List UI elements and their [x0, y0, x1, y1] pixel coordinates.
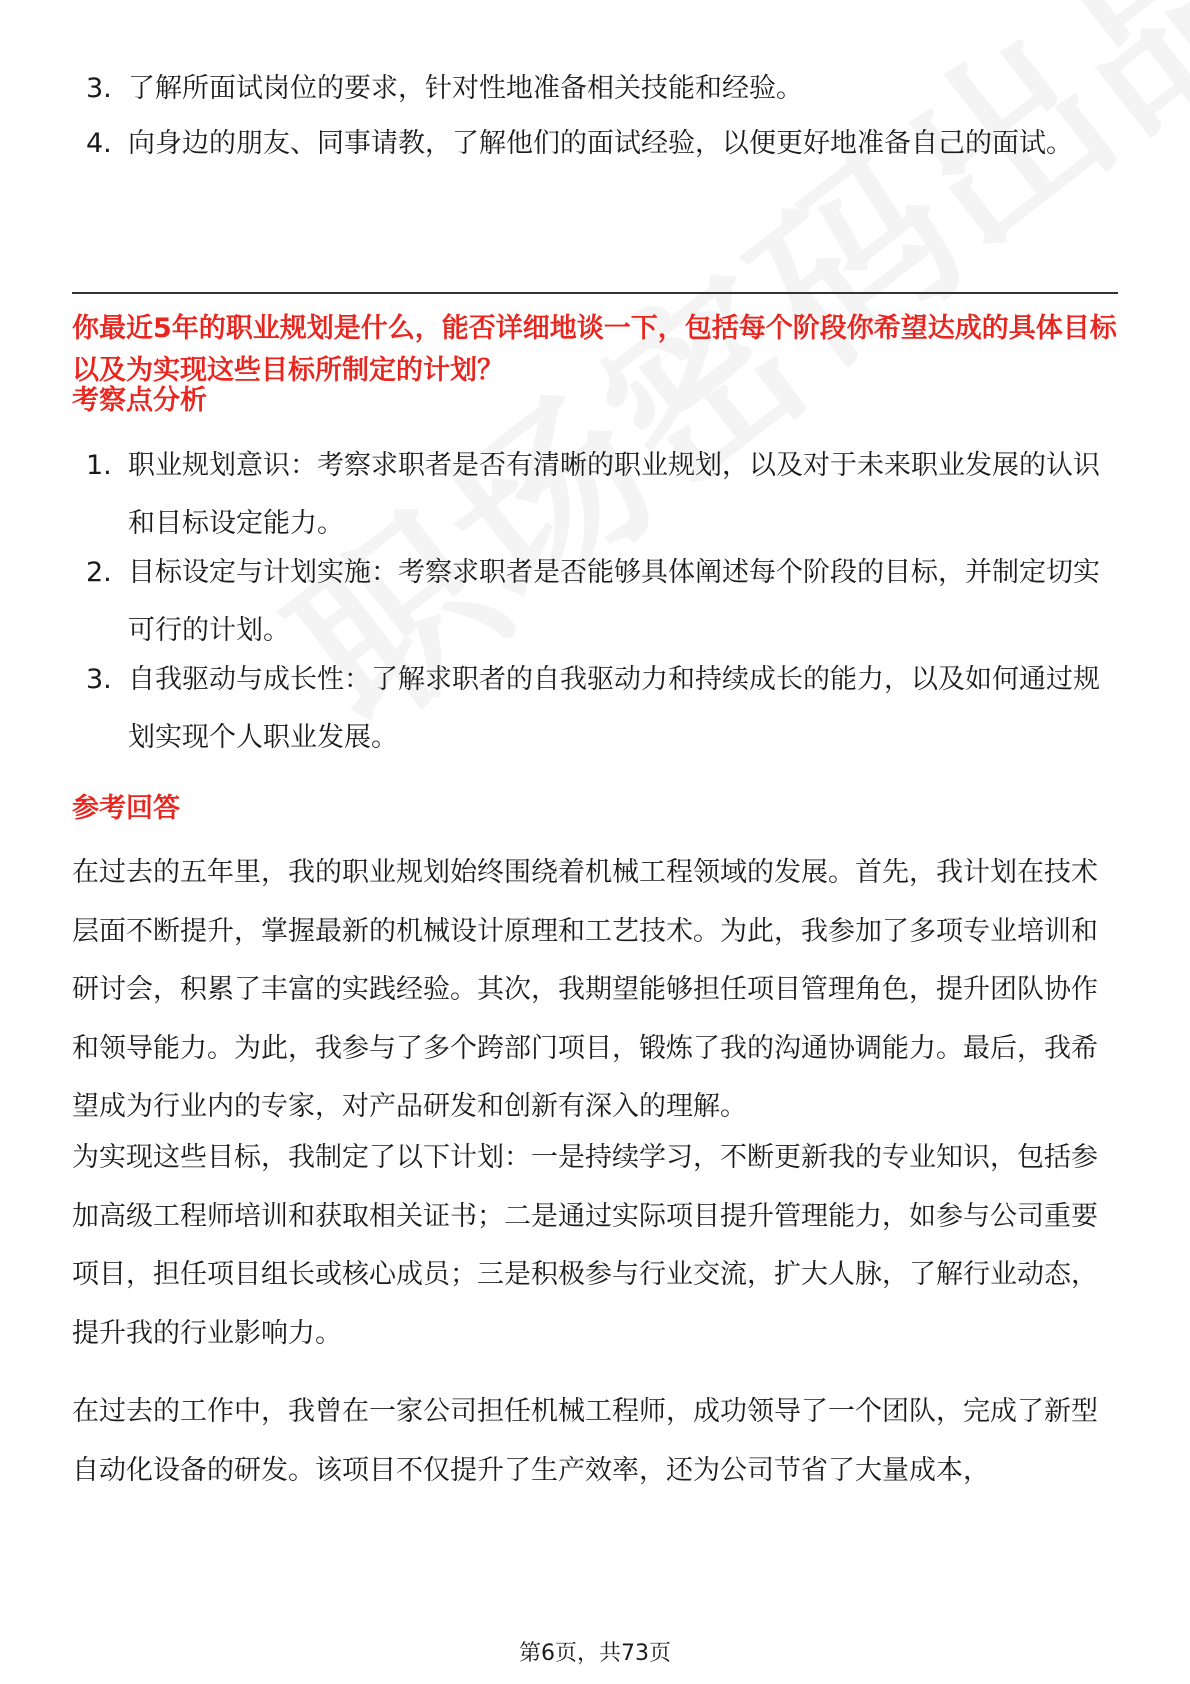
page-number: 第6页，共73页 [519, 1641, 671, 1666]
list-item [72, 60, 1112, 118]
list-item-text: 向身边的朋友、同事请教，了解他们的面试经验，以便更好地准备自己的面试。 [128, 128, 1073, 159]
analysis-title: 考察点分析 [72, 385, 207, 416]
list-item-text: 职业规划意识：考察求职者是否有清晰的职业规划，以及对于未来职业发展的认识和目标设定能力。 [128, 450, 1100, 539]
question-heading: 你最近5年的职业规划是什么，能否详细地谈一下，包括每个阶段你希望达成的具体目标以及为实现这些目标所制定的计划？ [72, 313, 1117, 386]
answer-paragraph: 为实现这些目标，我制定了以下计划：一是持续学习，不断更新我的专业知识，包括参加高级工程师培训和获取相关证书；二是通过实际项目提升管理能力，如参与公司重要项目，担任项目组长或核心成员；三是积极参与行业交流，扩大人脉，了解行业动态，提升我的行业影响力。 [72, 1142, 1098, 1349]
list-item [72, 437, 1112, 553]
list-item-text: 自我驱动与成长性：了解求职者的自我驱动力和持续成长的能力，以及如何通过规划实现个人职业发展。 [128, 664, 1100, 753]
list-item-number: 1. [86, 450, 112, 481]
answer-paragraph: 在过去的五年里，我的职业规划始终围绕着机械工程领域的发展。首先，我计划在技术层面不断提升，掌握最新的机械设计原理和工艺技术。为此，我参加了多项专业培训和研讨会，积累了丰富的实践经验。其次，我期望能够担任项目管理角色，提升团队协作和领导能力。为此，我参与了多个跨部门项目，锻炼了我的沟通协调能力。最后，我希望成为行业内的专家，对产品研发和创新有深入的理解。 [72, 857, 1098, 1122]
list-item-text: 了解所面试岗位的要求，针对性地准备相关技能和经验。 [128, 73, 803, 104]
answer-paragraph: 在过去的工作中，我曾在一家公司担任机械工程师，成功领导了一个团队，完成了新型自动化设备的研发。该项目不仅提升了生产效率，还为公司节省了大量成本， [72, 1396, 1098, 1486]
section-divider [72, 292, 1118, 294]
list-item-number: 2. [86, 557, 112, 588]
list-item-number: 4. [86, 128, 112, 159]
list-item-text: 目标设定与计划实施：考察求职者是否能够具体阐述每个阶段的目标，并制定切实可行的计划。 [128, 557, 1100, 646]
list-item [72, 651, 1112, 767]
answer-title: 参考回答 [72, 793, 180, 824]
list-item-number: 3. [86, 664, 112, 695]
list-item [72, 115, 1112, 173]
list-item-number: 3. [86, 73, 112, 104]
list-item [72, 544, 1112, 660]
